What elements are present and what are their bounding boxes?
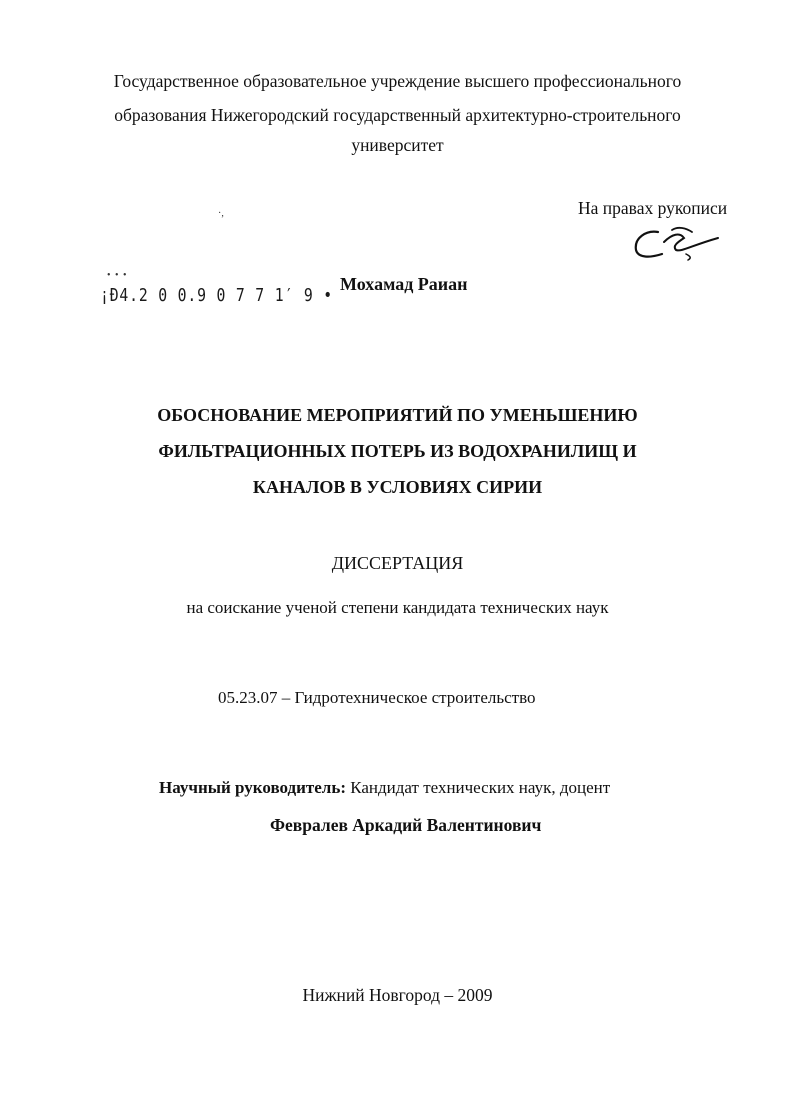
- stamp-dots: • • •: [107, 270, 128, 281]
- thesis-title-line-3: КАНАЛОВ В УСЛОВИЯХ СИРИИ: [252, 477, 543, 497]
- rights-note: На правах рукописи: [578, 198, 728, 218]
- institution-line-3: университет: [351, 135, 444, 155]
- supervisor-name: Февралев Аркадий Валентинович: [270, 815, 542, 835]
- thesis-title-line-1: ОБОСНОВАНИЕ МЕРОПРИЯТИЙ ПО УМЕНЬШЕНИЮ: [157, 405, 638, 425]
- specialty-line: 05.23.07 – Гидротехническое строительство: [218, 688, 536, 707]
- institution-line-2: образования Нижегородский государственный архитектурно-строительного: [114, 105, 681, 125]
- library-stamp: ¡Ð4.2 0 0.9 0 7 7 1′ 9 •: [100, 285, 333, 306]
- supervisor-label: Научный руководитель:: [159, 778, 346, 797]
- institution-line-1: Государственное образовательное учреждение высшего профессионального: [113, 71, 682, 91]
- scan-speck: ·,: [218, 208, 224, 219]
- supervisor-position: Кандидат технических наук, доцент: [350, 778, 611, 797]
- author-name: Мохамад Раиан: [340, 274, 468, 294]
- degree-line: на соискание ученой степени кандидата технических наук: [186, 598, 609, 617]
- thesis-title-line-2: ФИЛЬТРАЦИОННЫХ ПОТЕРЬ ИЗ ВОДОХРАНИЛИЩ И: [158, 441, 637, 461]
- place-year: Нижний Новгород – 2009: [302, 985, 493, 1005]
- handwritten-signature-icon: [628, 224, 724, 264]
- work-type: ДИССЕРТАЦИЯ: [331, 553, 464, 573]
- supervisor-line: [159, 778, 610, 798]
